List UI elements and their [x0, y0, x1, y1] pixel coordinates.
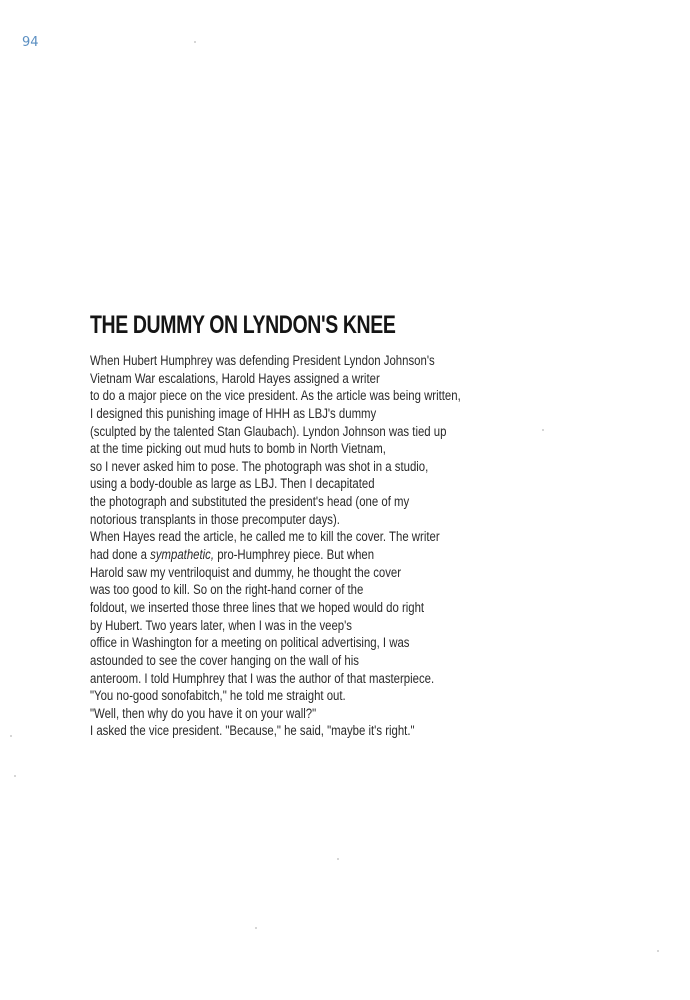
body-text-line	[90, 564, 447, 582]
body-text-segment: notorious transplants in those precomputer days).	[90, 511, 340, 527]
body-text-segment: I designed this punishing image of HHH as LBJ's dummy	[90, 405, 377, 421]
scan-speck	[337, 858, 339, 860]
body-text-segment: using a body-double as large as LBJ. Then I decapitated	[90, 476, 375, 492]
body-text-segment: astounded to see the cover hanging on the wall of his	[90, 652, 359, 668]
body-text-line	[90, 387, 461, 405]
body-text-line	[90, 652, 447, 670]
body-text-segment: had done a	[90, 547, 151, 563]
scan-speck	[542, 429, 544, 431]
scan-speck	[14, 775, 16, 777]
body-text-line	[90, 599, 447, 617]
body-text-segment: was too good to kill. So on the right-hand corner of the	[90, 582, 364, 598]
body-text-line	[90, 440, 447, 458]
body-text-line	[90, 352, 447, 370]
body-text-segment: "Well, then why do you have it on your wall?"	[90, 705, 317, 721]
article-body	[90, 352, 510, 740]
body-text-line	[90, 546, 447, 564]
scan-speck	[194, 41, 196, 43]
body-text-segment: When Hayes read the article, he called me to kill the cover. The writer	[90, 529, 440, 545]
body-text-line	[90, 511, 447, 529]
body-text-line	[90, 634, 447, 652]
body-text-segment: I asked the vice president. "Because," he said, "maybe it's right."	[90, 723, 415, 739]
scan-speck	[657, 950, 659, 952]
body-text-segment: office in Washington for a meeting on political advertising, I was	[90, 635, 410, 651]
body-text-line	[90, 493, 447, 511]
body-text-line	[90, 687, 447, 705]
article-headline: THE DUMMY ON LYNDON'S KNEE	[90, 311, 396, 339]
emphasized-text: sympathetic,	[150, 547, 215, 563]
body-text-segment: so I never asked him to pose. The photograph was shot in a studio,	[90, 458, 429, 474]
body-text-segment: "You no-good sonofabitch," he told me straight out.	[90, 688, 346, 704]
body-text-line	[90, 705, 447, 723]
body-text-line	[90, 475, 447, 493]
body-text-line	[90, 528, 447, 546]
body-text-segment: to do a major piece on the vice president. As the article was being written,	[90, 388, 461, 404]
body-text-segment: (sculpted by the talented Stan Glaubach). Lyndon Johnson was tied up	[90, 423, 447, 439]
body-text-segment: Harold saw my ventriloquist and dummy, he thought the cover	[90, 564, 402, 580]
body-text-segment: Vietnam War escalations, Harold Hayes assigned a writer	[90, 370, 380, 386]
body-text-segment: by Hubert. Two years later, when I was in the veep's	[90, 617, 352, 633]
body-text-segment: When Hubert Humphrey was defending President Lyndon Johnson's	[90, 353, 435, 368]
scan-speck	[255, 927, 257, 929]
scan-speck	[10, 735, 12, 737]
body-text-line	[90, 670, 447, 688]
body-text-segment: the photograph and substituted the president's head (one of my	[90, 494, 410, 510]
body-text-line	[90, 405, 447, 423]
body-text-line	[90, 581, 447, 599]
body-text-segment: at the time picking out mud huts to bomb in North Vietnam,	[90, 441, 386, 457]
body-text-line	[90, 423, 447, 441]
body-text-segment: pro-Humphrey piece. But when	[214, 547, 375, 563]
body-text-line	[90, 722, 447, 740]
body-text-line	[90, 370, 447, 388]
body-text-line	[90, 617, 447, 635]
page-number: 94	[22, 35, 39, 50]
body-text-line	[90, 458, 447, 476]
body-text-segment: foldout, we inserted those three lines that we hoped would do right	[90, 599, 425, 615]
body-text-segment: anteroom. I told Humphrey that I was the author of that masterpiece.	[90, 670, 435, 686]
